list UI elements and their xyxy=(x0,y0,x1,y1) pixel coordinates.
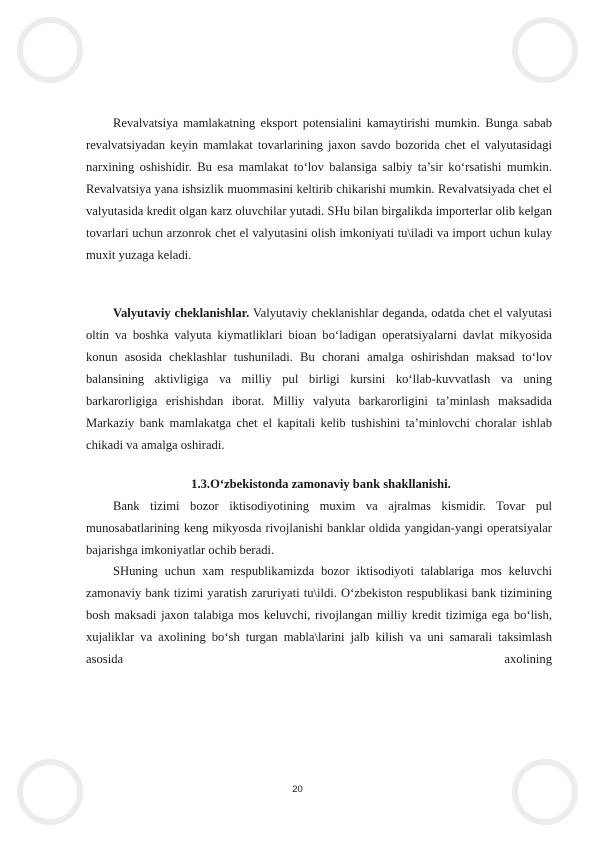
page-number: 20 xyxy=(292,784,303,795)
paragraph-bank-tizimi: Bank tizimi bozor iktisodiyotining muxim va ajralmas kismidir. Tovar pul munosabatlarining keng mikyosda rivojlanishi banklar oldida yangidan-yangi operatsiyalar bajarishga imkoniyatlar ochib beradi. xyxy=(86,499,552,557)
paragraph-shuning-uchun: SHuning uchun xam respublikamizda bozor iktisodiyoti talablariga mos keluvchi zamonaviy bank tizimi yaratish zaruriyati tu\ildi. O‘zbekiston respublikasi bank tizimining bosh maksadi jaxon talabiga mos keluvchi, rivojlangan milliy kredit tizimiga ega bo‘lish, xujaliklar va axolining bo‘sh turgan mabla\larini jalb kilish va uni samarali taksimlash asosida axolining xyxy=(86,564,552,666)
paragraph-revalvatsiya: Revalvatsiya mamlakatning eksport potensialini kamaytirishi mumkin. Bunga sabab revalvatsiyadan keyin mamlakat tovarlarining jaxon savdo bozorida chet el valyutasidagi narxining oshishidir. Bu esa mamlakat to‘lov balansiga salbiy ta’sir ko‘rsatishi mumkin. Revalvatsiya yana ishsizlik muommasini keltirib chikarishi mumkin. Revalvatsiyada chet el valyutasida kredit olgan karz oluvchilar yutadi. SHu bilan birgalikda importerlar olib kelgan tovarlari uchun arzonrok chet el valyutasini olish imkoniyati tu\iladi va import uchun kulay muxit yuzaga keladi. xyxy=(86,116,552,262)
watermark-icon xyxy=(10,10,90,90)
paragraph-lead: Valyutaviy cheklanishlar. xyxy=(113,306,250,320)
watermark-icon xyxy=(505,10,585,90)
paragraph-valyutaviy-cheklanishlar xyxy=(86,302,552,456)
section-heading: 1.3.O‘zbekistonda zamonaviy bank shakllanishi. xyxy=(191,477,451,491)
paragraph-body: Valyutaviy cheklanishlar deganda, odatda chet el valyutasi oltin va boshka valyuta kiymatliklari bioan bo‘ladigan operatsiyalarni davlat mikyosida konun asosida cheklashlar tushuniladi. Bu chorani amalga oshirishdan maksad to‘lov balansining aktivligiga va milliy pul birligi kursini ko‘llab-kuvvatlash va uning barkarorligiga erishishdan iborat. Milliy valyuta barkarorligini ta’minlash maksadida Markaziy bank mamlakatga chet el kapitali kelib tushishini ta’minlovchi choralar ishlab chikadi va amalga oshiradi. xyxy=(86,306,553,452)
